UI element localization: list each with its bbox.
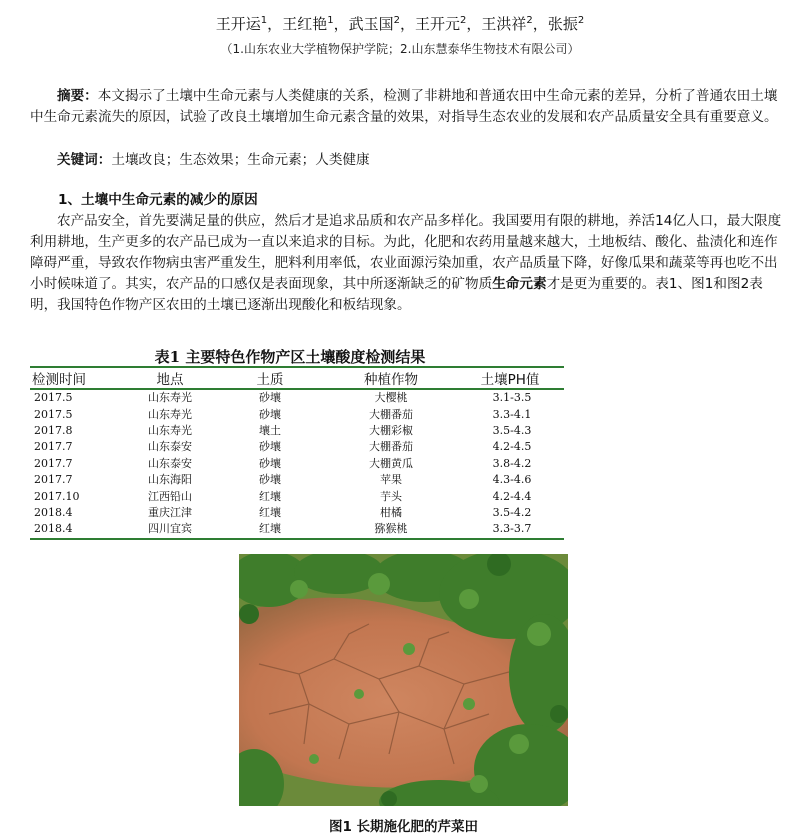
cell-soil: 砂壤 (259, 473, 281, 487)
author (481, 15, 532, 33)
section-1-bold-term: 生命元素 (492, 276, 547, 292)
abstract-paragraph (30, 86, 782, 128)
cell-time: 2017.10 (34, 489, 80, 503)
table-row (30, 505, 564, 521)
cell-ph: 3.1-3.5 (492, 391, 532, 405)
author-name: 王红艳 (282, 15, 328, 33)
author-list: 王开运$^1$，王红艳$^1$，武玉国$^2$，王开元$^2$，王洪祥$^2$，张振$^2$ (215, 15, 585, 33)
table-row (30, 488, 564, 504)
cell-place: 江西铅山 (148, 489, 192, 503)
keywords-paragraph (30, 150, 782, 171)
table-row (30, 472, 564, 488)
table-row (30, 406, 564, 422)
cell-soil: 砂壤 (259, 391, 281, 405)
cell-place: 山东寿光 (148, 407, 192, 421)
cell-ph: 3.5-4.2 (492, 505, 532, 519)
abstract-label: 摘要： (57, 88, 98, 104)
cell-place: 山东海阳 (148, 473, 192, 487)
cell-time: 2017.7 (34, 473, 73, 487)
cell-ph: 4.2-4.4 (492, 489, 532, 503)
cell-time: 2017.5 (34, 407, 73, 421)
cell-time: 2017.8 (34, 423, 73, 437)
author-name: 王开运 (215, 15, 261, 33)
cell-ph: 4.3-4.6 (492, 473, 532, 487)
keywords-label: 关键词： (57, 152, 112, 168)
cell-soil: 红壤 (259, 489, 281, 503)
figure-1-caption: 图1 长期施化肥的芹菜田 (328, 819, 479, 835)
section-1-text-a: 农产品安全，首先要满足量的供应，然后才是追求品质和农产品多样化。我国要用有限的耕地，养活14亿人口，最大限度利用耕地，生产更多的农产品已成为一直以来追求的目标。为此，化肥和农药用量越来越大，土地板结、酸化、盐渍化和连作障碍严重，导致农作物病虫害严重发生，肥料利用率低，农业面源污染加重，农产品质量下降，好像瓜果和蔬菜等再也吃不出小时候味道了。其实，农产品的口感仅是表面现象，其中所逐渐缺乏的矿物质 (30, 213, 782, 292)
author-name: 张振 (547, 15, 578, 33)
cell-crop: 大棚番茄 (369, 407, 413, 421)
author (216, 15, 267, 33)
author-affiliation-mark: 2 (526, 15, 533, 26)
cell-time: 2017.5 (34, 391, 73, 405)
table-row (30, 389, 564, 406)
cell-soil: 红壤 (214, 521, 326, 538)
cell-ph: 3.3-4.1 (492, 407, 532, 421)
author (349, 15, 400, 33)
table-row (30, 439, 564, 455)
author-affiliation-mark: 2 (393, 15, 400, 26)
cell-crop: 大棚彩椒 (369, 423, 413, 437)
cell-time: 2017.7 (34, 456, 73, 470)
author-affiliation-mark: 2 (577, 15, 585, 26)
author (282, 15, 333, 33)
cell-crop: 大棚黄瓜 (369, 456, 413, 470)
cell-crop: 柑橘 (380, 505, 402, 519)
cell-place: 山东寿光 (148, 423, 192, 437)
header-place: 地点 (126, 367, 214, 389)
cell-ph: 3.5-4.3 (492, 423, 532, 437)
cell-soil: 红壤 (259, 505, 281, 519)
author-affiliation-mark: 1 (327, 15, 334, 26)
cell-soil: 砂壤 (259, 407, 281, 421)
header-time: 检测时间 (30, 367, 126, 389)
cell-ph: 3.3-3.7 (456, 521, 564, 538)
table-1 (30, 366, 564, 540)
author (548, 15, 584, 33)
header-soil: 土质 (214, 367, 326, 389)
cell-place: 山东泰安 (148, 456, 192, 470)
author-name: 王洪祥 (481, 15, 527, 33)
author-name: 王开元 (415, 15, 461, 33)
cell-crop: 芋头 (380, 489, 402, 503)
table-row (30, 423, 564, 439)
section-1-text-b: 才是更为重要的。表1、图1和图2表明，我国特色作物产区农田的土壤已逐渐出现酸化和板结现象。 (30, 276, 763, 313)
cell-place: 山东泰安 (148, 440, 192, 454)
table-1-title: 表1 主要特色作物产区土壤酸度检测结果 (154, 348, 426, 366)
cell-ph: 3.8-4.2 (492, 456, 532, 470)
cell-place: 四川宜宾 (126, 521, 214, 538)
celery-field-photo (239, 554, 568, 806)
keywords-text: 土壤改良；生态效果；生命元素；人类健康 (111, 152, 370, 168)
cell-ph: 4.2-4.5 (492, 440, 532, 454)
cell-place: 重庆江津 (148, 505, 192, 519)
cell-soil: 砂壤 (259, 440, 281, 454)
table-row (30, 456, 564, 472)
section-1-title: 1、土壤中生命元素的减少的原因 (58, 192, 258, 208)
affiliation: （1.山东农业大学植物保护学院；2.山东慧泰华生物技术有限公司） (220, 42, 580, 56)
header-crop: 种植作物 (326, 367, 456, 389)
cell-crop: 大棚番茄 (369, 440, 413, 454)
author-affiliation-mark: 1 (260, 15, 268, 26)
cell-crop: 大樱桃 (374, 391, 408, 405)
cell-place: 山东寿光 (148, 391, 192, 405)
cell-soil: 砂壤 (259, 456, 281, 470)
cell-time: 2018.4 (34, 505, 73, 519)
table-row (30, 521, 564, 538)
author (415, 15, 466, 33)
abstract-text: 本文揭示了土壤中生命元素与人类健康的关系，检测了非耕地和普通农田中生命元素的差异，分析了普通农田土壤中生命元素流失的原因，试验了改良土壤增加生命元素含量的效果，对指导生态农业的发展和农产品质量安全具有重要意义。 (30, 88, 778, 125)
cell-time: 2017.7 (34, 440, 73, 454)
cell-crop: 猕猴桃 (326, 521, 456, 538)
header-ph: 土壤PH值 (456, 367, 564, 389)
cell-crop: 苹果 (380, 473, 402, 487)
author-affiliation-mark: 2 (460, 15, 467, 26)
author-name: 武玉国 (348, 15, 394, 33)
section-1-body (30, 211, 782, 316)
table-header-row (30, 367, 564, 389)
cell-soil: 壤土 (259, 423, 281, 437)
cell-time: 2018.4 (30, 521, 126, 538)
